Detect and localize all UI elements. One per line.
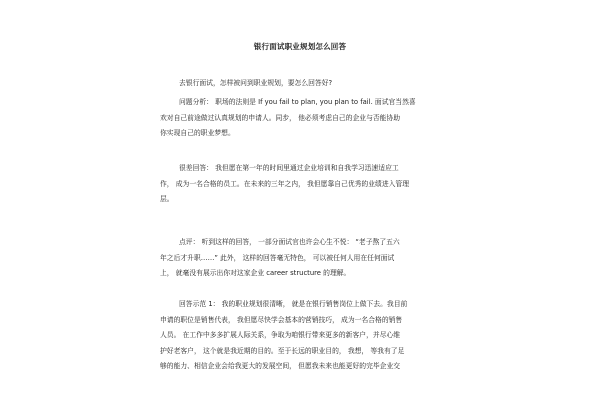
text-line: 你实现自己的职业梦想。 [160,129,235,137]
paragraph-bad-answer [160,161,445,208]
text-line: 很差回答： 我但愿在第一年的时间里通过企业培训和自我学习迅速适应工 [179,164,399,172]
text-line: 层。 [160,195,174,203]
text-line: 年之后才升职……” 此外， 这样的回答毫无特色， 可以被任何人用在任何面试 [160,253,395,262]
text-line: 够的能力、相信企业会给我更大的发展空间， 但愿我未来也能更好的完毕企业交 [160,362,401,370]
text-line: 回答示范 1： 我的职业规划很清晰， 就是在银行销售岗位上做下去。我目前 [179,300,408,308]
text-line: 点评： 听到这样的回答， 一部分面试官也许会心生不悦： “老子熬了五六 [179,238,400,246]
text-line: 去银行面试，怎样被问到职业规划，要怎么回答好? [179,79,333,87]
paragraph-comment [160,235,445,282]
text-line: 欢对自己前途做过认真规划的申请人。同步， 他必须考虑自己的企业与否能协助 [160,113,401,122]
paragraph-sample-answer [160,297,445,375]
text-line: 人员。 在工作中多多扩展人际关系，争取为咱银行带来更多的新客户，并尽心维 [160,331,401,339]
text-line: 作， 成为一名合格的员工。在未来的三年之内， 我但愿靠自己优秀的业绩进入管理 [160,179,410,188]
paragraph-intro [160,76,445,92]
text-line: 上， 就毫没有展示出你对这家企业 career structure 的理解。 [160,269,351,277]
text-line: 护好老客户， 这个就是我近期的目的。至于长远的职业目的， 我想， 等我有了足 [160,346,405,355]
document-title: 银行面试职业规划怎么回答 [253,42,347,51]
text-line: 问题分析： 职场的法则是 If you fail to plan, you plan to fail. 面试官当然喜 [179,98,416,106]
text-line: 申请的职位是销售代表， 我但愿尽快学会基本的营销技巧， 成为一名合格的销售 [160,315,403,324]
paragraph-analysis [160,95,445,142]
